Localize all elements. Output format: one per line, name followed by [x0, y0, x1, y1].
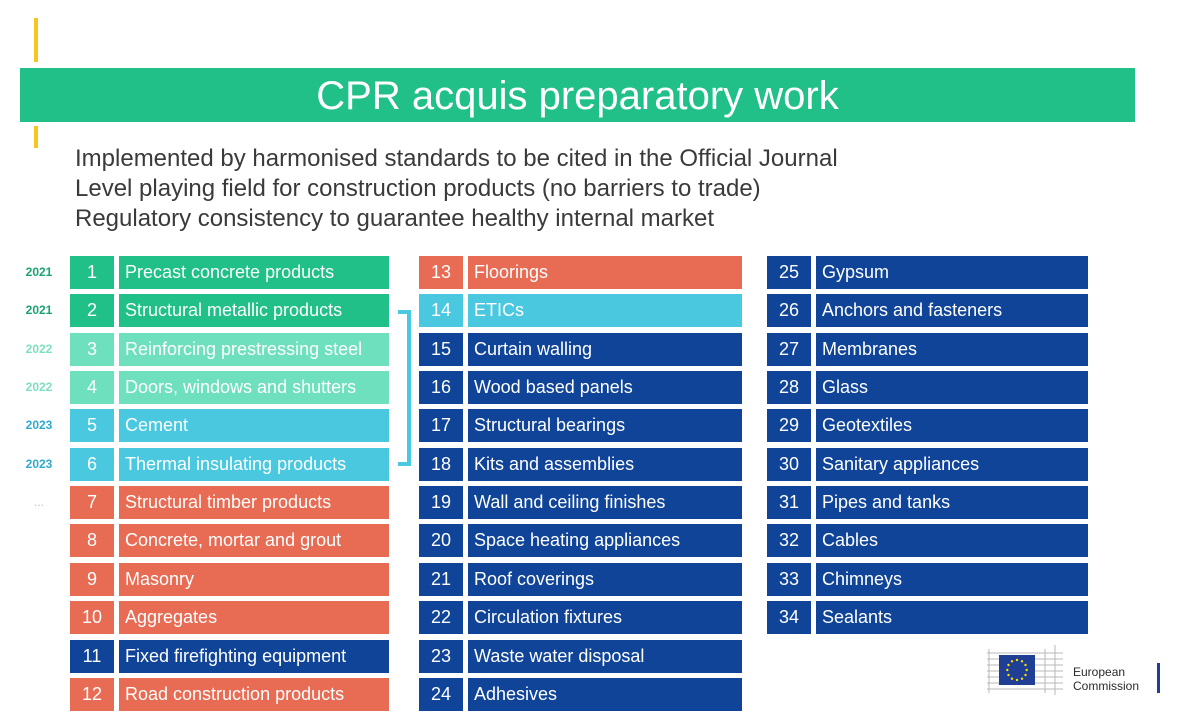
product-number: 2: [70, 294, 114, 327]
product-number: 26: [767, 294, 811, 327]
product-label: Adhesives: [468, 678, 742, 711]
product-number: 4: [70, 371, 114, 404]
product-label: Waste water disposal: [468, 640, 742, 673]
product-label: ETICs: [468, 294, 742, 327]
product-row: [419, 640, 742, 673]
european-commission-logo: [985, 645, 1165, 697]
eu-flag-icon: [999, 655, 1035, 685]
product-number: 29: [767, 409, 811, 442]
product-row: [767, 563, 1088, 596]
product-row: [70, 563, 389, 596]
product-row: [419, 486, 742, 519]
product-number: 14: [419, 294, 463, 327]
product-row: [419, 448, 742, 481]
subtitle-line: Regulatory consistency to guarantee healthy internal market: [75, 205, 715, 232]
accent-bar-top: [34, 18, 38, 62]
product-label: Sanitary appliances: [816, 448, 1088, 481]
product-label: Sealants: [816, 601, 1088, 634]
product-label: Structural timber products: [119, 486, 389, 519]
product-label: Kits and assemblies: [468, 448, 742, 481]
product-number: 20: [419, 524, 463, 557]
product-number: 22: [419, 601, 463, 634]
product-label: Structural metallic products: [119, 294, 389, 327]
product-number: 24: [419, 678, 463, 711]
product-label: Wall and ceiling finishes: [468, 486, 742, 519]
page-title: CPR acquis preparatory work: [20, 68, 1135, 122]
accent-bar-mid: [34, 126, 38, 148]
product-row: [767, 256, 1088, 289]
logo-text-line: Commission: [1073, 679, 1140, 693]
product-label: Wood based panels: [468, 371, 742, 404]
product-label: Cement: [119, 409, 389, 442]
year-label: 2022: [25, 342, 53, 356]
product-label: Space heating appliances: [468, 524, 742, 557]
product-label: Cables: [816, 524, 1088, 557]
year-label: 2022: [25, 380, 53, 394]
product-label: Structural bearings: [468, 409, 742, 442]
product-label: Circulation fixtures: [468, 601, 742, 634]
product-label: Masonry: [119, 563, 389, 596]
logo-divider: [1157, 663, 1160, 693]
subtitle-line: Level playing field for construction products (no barriers to trade): [75, 175, 761, 202]
product-number: 18: [419, 448, 463, 481]
product-number: 28: [767, 371, 811, 404]
product-label: Aggregates: [119, 601, 389, 634]
product-label: Roof coverings: [468, 563, 742, 596]
product-label: Membranes: [816, 333, 1088, 366]
product-number: 33: [767, 563, 811, 596]
product-label: Concrete, mortar and grout: [119, 524, 389, 557]
year-label: 2023: [25, 457, 53, 471]
product-row: [767, 486, 1088, 519]
product-row: [419, 601, 742, 634]
product-number: 11: [70, 640, 114, 673]
product-number: 13: [419, 256, 463, 289]
product-row: [70, 524, 389, 557]
product-number: 8: [70, 524, 114, 557]
product-label: Thermal insulating products: [119, 448, 389, 481]
product-row: [70, 640, 389, 673]
product-label: Glass: [816, 371, 1088, 404]
product-label: Fixed firefighting equipment: [119, 640, 389, 673]
grouping-bracket: [398, 310, 411, 466]
product-number: 25: [767, 256, 811, 289]
product-number: 32: [767, 524, 811, 557]
year-label: 2023: [25, 418, 53, 432]
product-row: [70, 256, 389, 289]
product-number: 6: [70, 448, 114, 481]
product-number: 1: [70, 256, 114, 289]
product-number: 21: [419, 563, 463, 596]
subtitle-line: Implemented by harmonised standards to be cited in the Official Journal: [75, 145, 838, 172]
product-number: 27: [767, 333, 811, 366]
year-label: 2021: [25, 303, 53, 317]
product-number: 30: [767, 448, 811, 481]
product-row: [70, 294, 389, 327]
product-label: Floorings: [468, 256, 742, 289]
product-number: 34: [767, 601, 811, 634]
product-row: [70, 486, 389, 519]
product-row: [767, 524, 1088, 557]
product-number: 3: [70, 333, 114, 366]
product-row: [70, 448, 389, 481]
product-label: Doors, windows and shutters: [119, 371, 389, 404]
product-row: [767, 601, 1088, 634]
product-label: Pipes and tanks: [816, 486, 1088, 519]
product-label: Precast concrete products: [119, 256, 389, 289]
product-row: [70, 371, 389, 404]
product-number: 16: [419, 371, 463, 404]
product-row: [70, 333, 389, 366]
product-label: Reinforcing prestressing steel: [119, 333, 389, 366]
product-number: 10: [70, 601, 114, 634]
product-number: 7: [70, 486, 114, 519]
year-label: 2021: [25, 265, 53, 279]
product-label: Road construction products: [119, 678, 389, 711]
subtitle: [75, 144, 1075, 234]
product-row: [419, 371, 742, 404]
product-number: 12: [70, 678, 114, 711]
product-row: [70, 409, 389, 442]
product-row: [419, 256, 742, 289]
product-row: [767, 371, 1088, 404]
product-row: [419, 678, 742, 711]
product-number: 31: [767, 486, 811, 519]
product-number: 23: [419, 640, 463, 673]
product-row: [419, 333, 742, 366]
product-number: 5: [70, 409, 114, 442]
logo-text: [1073, 665, 1139, 693]
product-row: [70, 601, 389, 634]
product-label: Gypsum: [816, 256, 1088, 289]
product-row: [767, 294, 1088, 327]
product-row: [419, 294, 742, 327]
product-row: [419, 409, 742, 442]
product-row: [767, 409, 1088, 442]
product-label: Geotextiles: [816, 409, 1088, 442]
product-number: 9: [70, 563, 114, 596]
product-number: 19: [419, 486, 463, 519]
product-row: [70, 678, 389, 711]
product-row: [419, 524, 742, 557]
product-label: Anchors and fasteners: [816, 294, 1088, 327]
product-row: [767, 333, 1088, 366]
product-number: 15: [419, 333, 463, 366]
logo-text-line: European: [1073, 665, 1126, 679]
product-row: [419, 563, 742, 596]
product-label: Chimneys: [816, 563, 1088, 596]
year-label: ...: [33, 495, 44, 509]
product-number: 17: [419, 409, 463, 442]
product-row: [767, 448, 1088, 481]
product-label: Curtain walling: [468, 333, 742, 366]
